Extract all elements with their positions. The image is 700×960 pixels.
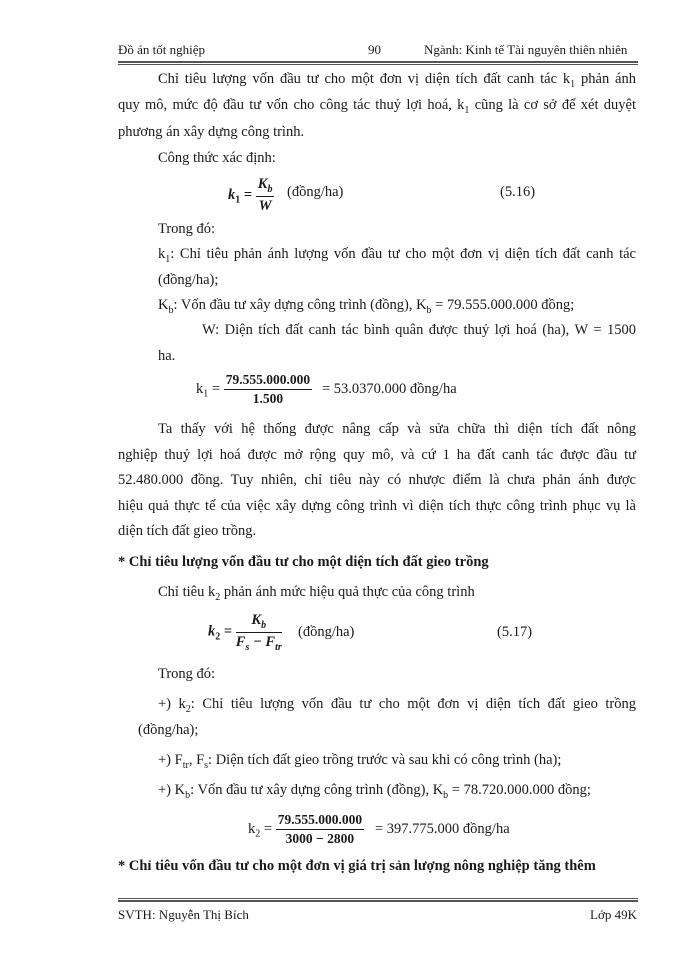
calc1-result: = 53.0370.000 đồng/ha xyxy=(322,381,457,397)
paragraph1-line2: quy mô, mức độ đầu tư vốn cho công tác thuỷ lợi hoá, $k_1$ cũng là cơ sở để xét duyệt xyxy=(118,97,636,116)
formula-intro: Công thức xác định: xyxy=(158,150,276,166)
where1-title: Trong đó: xyxy=(158,221,216,237)
header-rule xyxy=(118,61,638,65)
paragraph2-line1: Ta thấy với hệ thống được nâng cấp và sửa chữa thì diện tích đất nông xyxy=(158,421,636,437)
formula-5-17: $k_2$ = $\frac{K_b}{F_s - F_{tr}}$ xyxy=(208,612,282,653)
where2-kb: +) $K_b$: Vốn đầu tư xây dựng công trình (đồng), $K_b = 78.720.000.000$ đồng; xyxy=(158,782,591,801)
calc2: $k_2$ = $\frac{79.555.000.000}{3000 - 2800}$ xyxy=(248,812,363,846)
paragraph2-line3: 52.480.000 đồng. Tuy nhiên, chỉ tiêu này có nhược điểm là chưa phản ánh được xyxy=(118,472,636,488)
where2-k2-unit: (đồng/ha); xyxy=(138,722,199,738)
formula-5-16-ref: (5.16) xyxy=(500,184,536,200)
where2-k2: +) $k_2$: Chỉ tiêu lượng vốn đầu tư cho một đơn vị diện tích đất gieo trồng xyxy=(158,696,636,715)
calc1: $k_1$ = $\frac{79.555.000.000}{1.500}$ xyxy=(196,372,311,406)
section-heading-1: * Chỉ tiêu lượng vốn đầu tư cho một diện tích đất gieo trồng xyxy=(118,554,489,570)
footer-rule xyxy=(118,898,638,902)
paragraph2-line4: hiệu quả thực tế của việc xây dựng công trình vì diện tích thực công trình phục vụ là xyxy=(118,498,636,514)
calc2-result: = 397.775.000 đồng/ha xyxy=(375,821,510,837)
where1-w-unit: ha. xyxy=(158,348,176,364)
footer-left: SVTH: Nguyễn Thị Bích xyxy=(118,907,249,922)
where1-w: W: Diện tích đất canh tác bình quân được thuỷ lợi hoá (ha), W = 1500 xyxy=(202,322,636,338)
formula-5-16: $k_1$ = $\frac{K_b}{W}$ xyxy=(228,176,273,214)
where1-k1: $k_1$: Chỉ tiêu phản ánh lượng vốn đầu tư cho một đơn vị diện tích đất canh tác xyxy=(158,246,636,265)
where1-k1-unit: (đồng/ha); xyxy=(158,272,219,288)
paragraph2-line5: diện tích đất gieo trồng. xyxy=(118,523,257,539)
k2-intro: Chỉ tiêu $k_2$ phản ánh mức hiệu quả thực của công trình xyxy=(158,584,475,603)
formula-5-17-ref: (5.17) xyxy=(497,624,533,640)
where2-title: Trong đó: xyxy=(158,666,216,682)
formula-5-17-unit: (đồng/ha) xyxy=(298,624,355,640)
where1-kb: $K_b$: Vốn đầu tư xây dựng công trình (đồng), $K_b = 79.555.000.000$ đồng; xyxy=(158,297,575,316)
header-right: Ngành: Kinh tế Tài nguyên thiên nhiên xyxy=(424,42,628,57)
page-number: 90 xyxy=(368,42,381,57)
header-left: Đồ án tốt nghiệp xyxy=(118,42,206,57)
paragraph2-line2: nghiệp thuỷ lợi hoá được mở rộng quy mô, và cứ 1 ha đất canh tác được đầu tư xyxy=(118,447,636,463)
paragraph1-line3: phương án xây dựng công trình. xyxy=(118,124,305,140)
footer-right: Lớp 49K xyxy=(590,907,637,922)
paragraph1-line1: Chỉ tiêu lượng vốn đầu tư cho một đơn vị diện tích đất canh tác $k_1$ phản ánh xyxy=(158,71,636,90)
section-heading-2: * Chỉ tiêu vốn đầu tư cho một đơn vị giá trị sản lượng nông nghiệp tăng thêm xyxy=(118,858,596,874)
where2-f: +) $F_{tr}$, $F_s$: Diện tích đất gieo trồng trước và sau khi có công trình (ha); xyxy=(158,752,562,771)
formula-5-16-unit: (đồng/ha) xyxy=(287,184,344,200)
